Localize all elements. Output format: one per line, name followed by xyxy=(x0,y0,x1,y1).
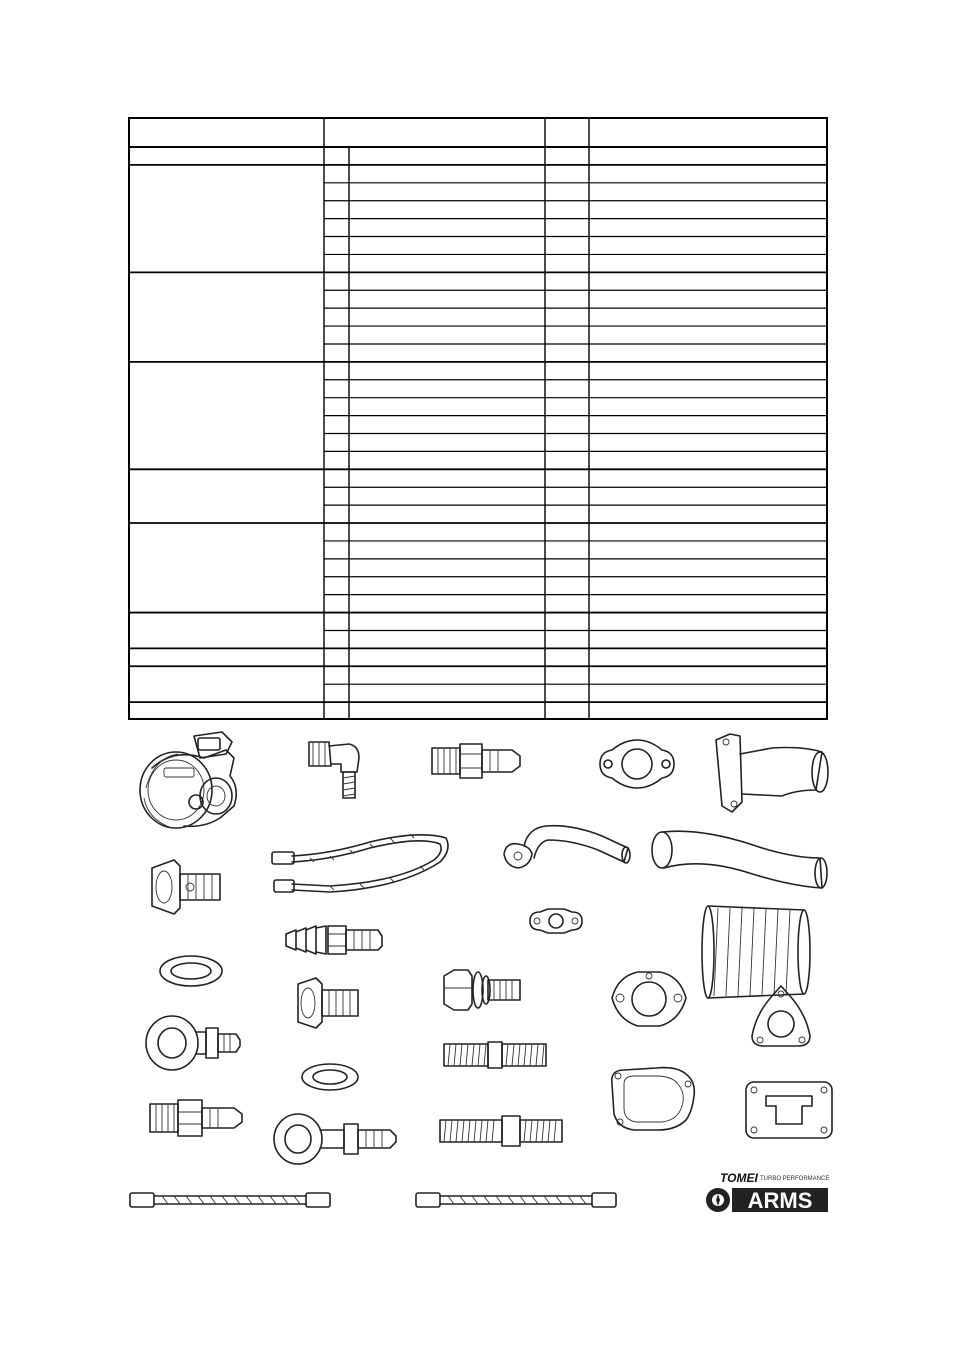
t3-flange-gasket-icon xyxy=(744,1080,834,1140)
logo-product: ARMS xyxy=(747,1188,813,1213)
tomei-arms-logo xyxy=(698,1168,830,1214)
crush-washer-small-icon xyxy=(300,1062,360,1092)
straight-union-fitting-icon xyxy=(430,742,522,780)
braided-oil-feed-line-icon xyxy=(270,828,452,900)
banjo-bolt-small-icon xyxy=(296,976,360,1030)
oil-drain-gasket-icon xyxy=(528,906,584,936)
banjo-eye-fitting-icon xyxy=(144,1014,242,1072)
long-stud-icon xyxy=(438,1114,564,1148)
parts-illustrations xyxy=(120,728,834,1218)
outlet-elbow-pipe-icon xyxy=(712,732,830,814)
banjo-bolt-icon xyxy=(150,858,222,916)
three-bolt-gasket-icon xyxy=(608,968,690,1030)
intake-pipe-icon xyxy=(650,828,828,890)
braided-line-left-icon xyxy=(128,1188,332,1212)
turbocharger-icon xyxy=(134,728,249,836)
table-border xyxy=(129,118,827,719)
braided-line-right-icon xyxy=(414,1188,618,1212)
banjo-elbow-fitting-icon xyxy=(305,736,365,802)
turbine-outlet-gasket-icon xyxy=(606,1064,698,1134)
two-bolt-flange-gasket-icon xyxy=(596,738,678,790)
triangle-flange-gasket-icon xyxy=(748,984,814,1050)
crush-washer-icon xyxy=(158,954,224,988)
double-ended-stud-icon xyxy=(442,1040,548,1070)
logo-tagline: TURBO PERFORMANCE xyxy=(760,1176,830,1182)
bolt-with-washer-icon xyxy=(442,968,522,1012)
parts-table xyxy=(128,117,828,720)
adapter-union-icon xyxy=(148,1098,244,1138)
logo-brand: TOMEI xyxy=(720,1171,758,1185)
hose-barb-adapter-icon xyxy=(284,924,384,956)
parts-table-grid xyxy=(128,117,828,720)
oil-drain-pipe-icon xyxy=(502,824,630,876)
banjo-eye-an-fitting-icon xyxy=(272,1112,400,1166)
